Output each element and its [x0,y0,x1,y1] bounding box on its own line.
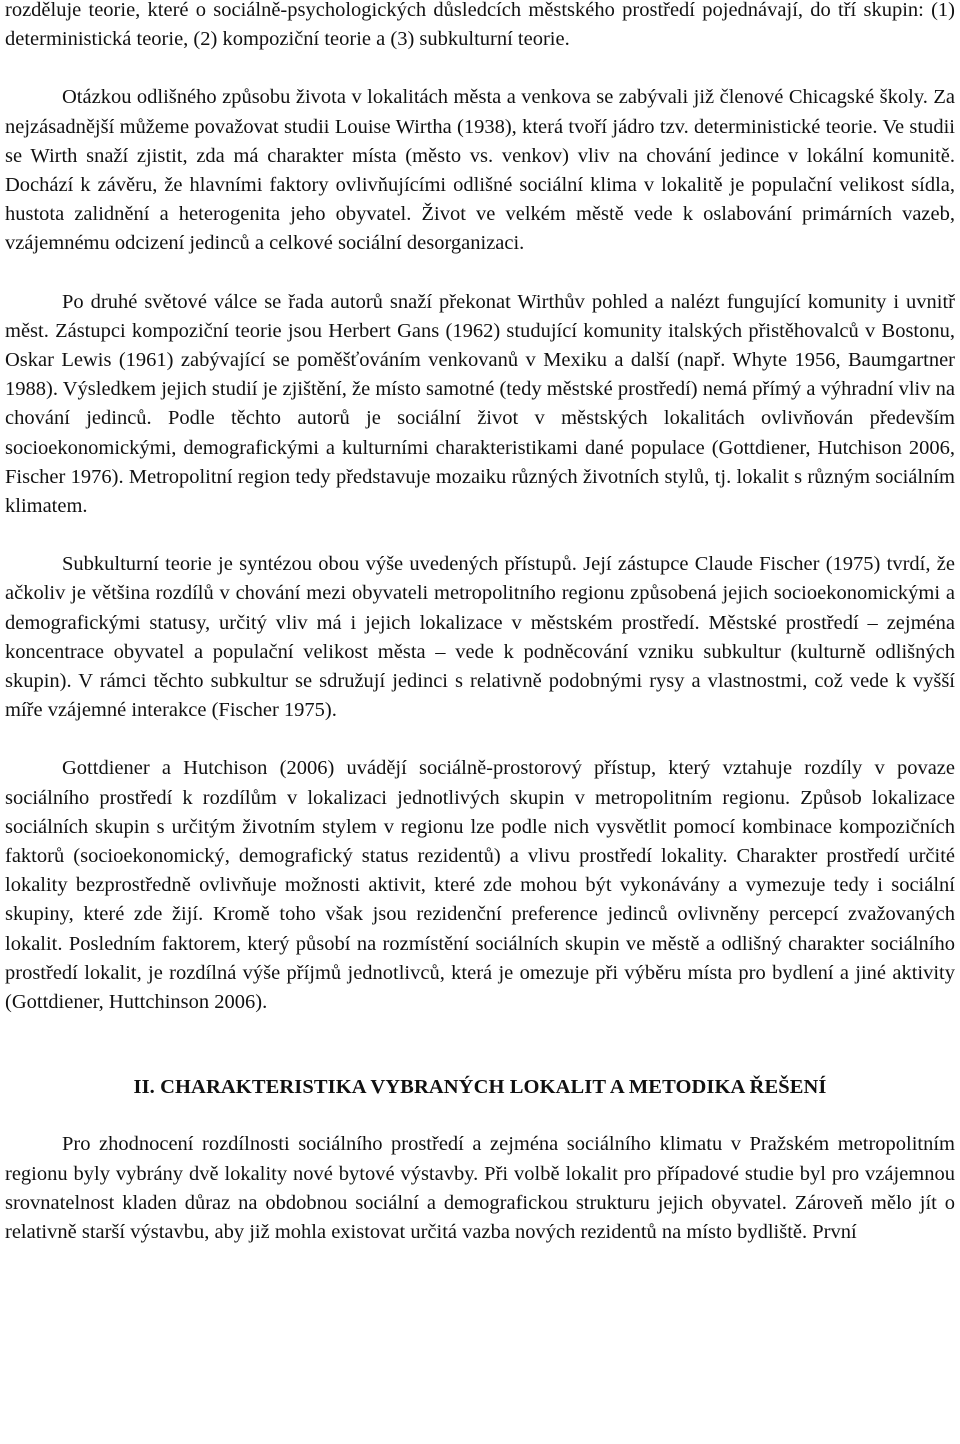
section-heading: II. CHARAKTERISTIKA VYBRANÝCH LOKALIT A METODIKA ŘEŠENÍ [133,1076,827,1099]
paragraph-theory-intro: rozděluje teorie, které o sociálně-psychologických důsledcích městského prostředí pojednávají, do tří skupin: (1) deterministická teorie, (2) kompoziční teorie a (3) subkulturní teorie. [5,0,955,51]
paragraph-deterministic-theory: Otázkou odlišného způsobu života v lokalitách města a venkova se zabývali již členové Chicagské školy. Za nejzásadnější můžeme považovat studii Louise Wirtha (1938), která tvoří jádro tzv. deterministické teorie. Ve studii se Wirth snaží zjistit, zda má charakter místa (město vs. venkov) vliv na chování jedince v lokální komunitě. Dochází k závěru, že hlavními faktory ovlivňujícími odlišné sociální klima v lokalitě je populační velikost sídla, hustota zalidnění a heterogenita jeho obyvatel. Život ve velkém městě vede k oslabování primárních vazeb, vzájemnému odcizení jedinců a celkové sociální desorganizaci. [5,86,955,255]
document-page [5,0,955,1247]
paragraph-compositional-theory: Po druhé světové válce se řada autorů snaží překonat Wirthův pohled a nalézt fungující komunity i uvnitř měst. Zástupci kompoziční teorie jsou Herbert Gans (1962) studující komunity italských přistěhovalců v Bostonu, Oskar Lewis (1961) zabývající se poměšťováním venkovanů v Mexiku a další (např. Whyte 1956, Baumgartner 1988). Výsledkem jejich studií je zjištění, že místo samotné (tedy městské prostředí) nemá přímý a výhradní vliv na chování jedinců. Podle těchto autorů je sociální život v městských lokalitách ovlivňován především socioekonomickými, demografickými a kulturními charakteristikami dané populace (Gottdiener, Hutchison 2006, Fischer 1976). Metropolitní region tedy představuje mozaiku různých životních stylů, tj. lokalit s různým sociálním klimatem. [5,290,955,518]
paragraph-subcultural-theory: Subkulturní teorie je syntézou obou výše uvedených přístupů. Její zástupce Claude Fischer (1975) tvrdí, že ačkoliv je většina rozdílů v chování mezi obyvateli metropolitního regionu způsobená jejich socioekonomickými a demografickými statusy, určitý vliv má i jejich lokalizace v městském prostředí. Městské prostředí – zejména koncentrace obyvatel a populační velikost města – vede k podněcování vzniku subkultur (kulturně odlišných skupin). V rámci těchto subkultur se sdružují jedinci s relativně podobnými rysy a vlastnostmi, což vede k vyšší míře vzájemné interakce (Fischer 1975). [5,553,955,722]
paragraph-locality-selection: Pro zhodnocení rozdílnosti sociálního prostředí a zejména sociálního klimatu v Pražském metropolitním regionu byly vybrány dvě lokality nové bytové výstavby. Při volbě lokalit pro případové studie byl pro vzájemnou srovnatelnost kladen důraz na obdobnou sociální a demografickou strukturu jejich obyvatel. Zároveň mělo jít o relativně starší výstavbu, aby již mohla existovat určitá vazba nových rezidentů na místo bydliště. První [5,1133,955,1243]
paragraph-socio-spatial-approach: Gottdiener a Hutchison (2006) uvádějí sociálně-prostorový přístup, který vztahuje rozdíly v povaze sociálního prostředí k rozdílům v lokalizaci jednotlivých skupin v metropolitním regionu. Způsob lokalizace sociálních skupin s určitým životním stylem v regionu lze podle nich vysvětlit pomocí kombinace kompozičních faktorů (socioekonomický, demografický status rezidentů) a vlivu prostředí lokality. Charakter prostředí určité lokality bezprostředně ovlivňuje možnosti aktivit, které zde mohou být vykonávány a vymezuje tedy i sociální skupiny, které zde žijí. Kromě toho však jsou rezidenční preference jedinců ovlivněny percepcí zvažovaných lokalit. Posledním faktorem, který působí na rozmístění sociálních skupin ve městě a odlišný charakter sociálního prostředí lokalit, je rozdílná výše příjmů jednotlivců, která je omezuje při výběru místa pro bydlení a jiné aktivity (Gottdiener, Huttchinson 2006). [5,757,955,1014]
